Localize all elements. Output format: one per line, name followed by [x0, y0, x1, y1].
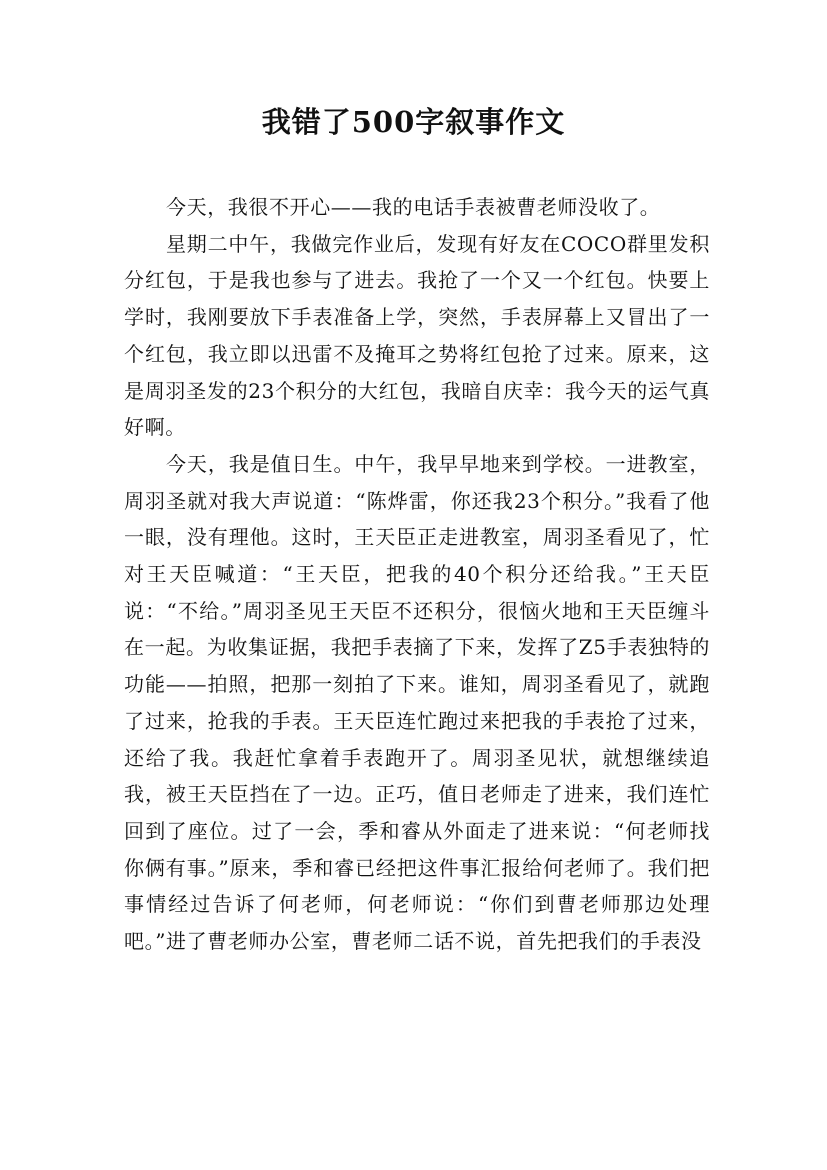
document-title: 我错了500字叙事作文	[261, 105, 566, 139]
paragraph-2: 星期二中午，我做完作业后，发现有好友在COCO群里发积分红包，于是我也参与了进去。我抢了一个又一个红包。快要上学时，我刚要放下手表准备上学，突然，手表屏幕上又冒出了一个红包，我立即以迅雷不及掩耳之势将红包抢了过来。原来，这是周羽圣发的23个积分的大红包，我暗自庆幸：我今天的运气真好啊。	[124, 231, 710, 440]
document-body	[124, 189, 710, 960]
paragraph-1: 今天，我很不开心——我的电话手表被曹老师没收了。	[166, 195, 661, 219]
paragraph-3: 今天，我是值日生。中午，我早早地来到学校。一进教室，周羽圣就对我大声说道：“陈烨雷，你还我23个积分。”我看了他一眼，没有理他。这时，王天臣正走进教室，周羽圣看见了，忙对王天臣喊道：“王天臣，把我的40个积分还给我。”王天臣说：“不给。”周羽圣见王天臣不还积分，很恼火地和王天臣缠斗在一起。为收集证据，我把手表摘了下来，发挥了Z5手表独特的功能——拍照，把那一刻拍了下来。谁知，周羽圣看见了，就跑了过来，抢我的手表。王天臣连忙跑过来把我的手表抢了过来，还给了我。我赶忙拿着手表跑开了。周羽圣见状，就想继续追我，被王天臣挡在了一边。正巧，值日老师走了进来，我们连忙回到了座位。过了一会，季和睿从外面走了进来说：“何老师找你俩有事。”原来，季和睿已经把这件事汇报给何老师了。我们把事情经过告诉了何老师，何老师说：“你们到曹老师那边处理吧。”进了曹老师办公室，曹老师二话不说，首先把我们的手表没	[124, 451, 710, 954]
